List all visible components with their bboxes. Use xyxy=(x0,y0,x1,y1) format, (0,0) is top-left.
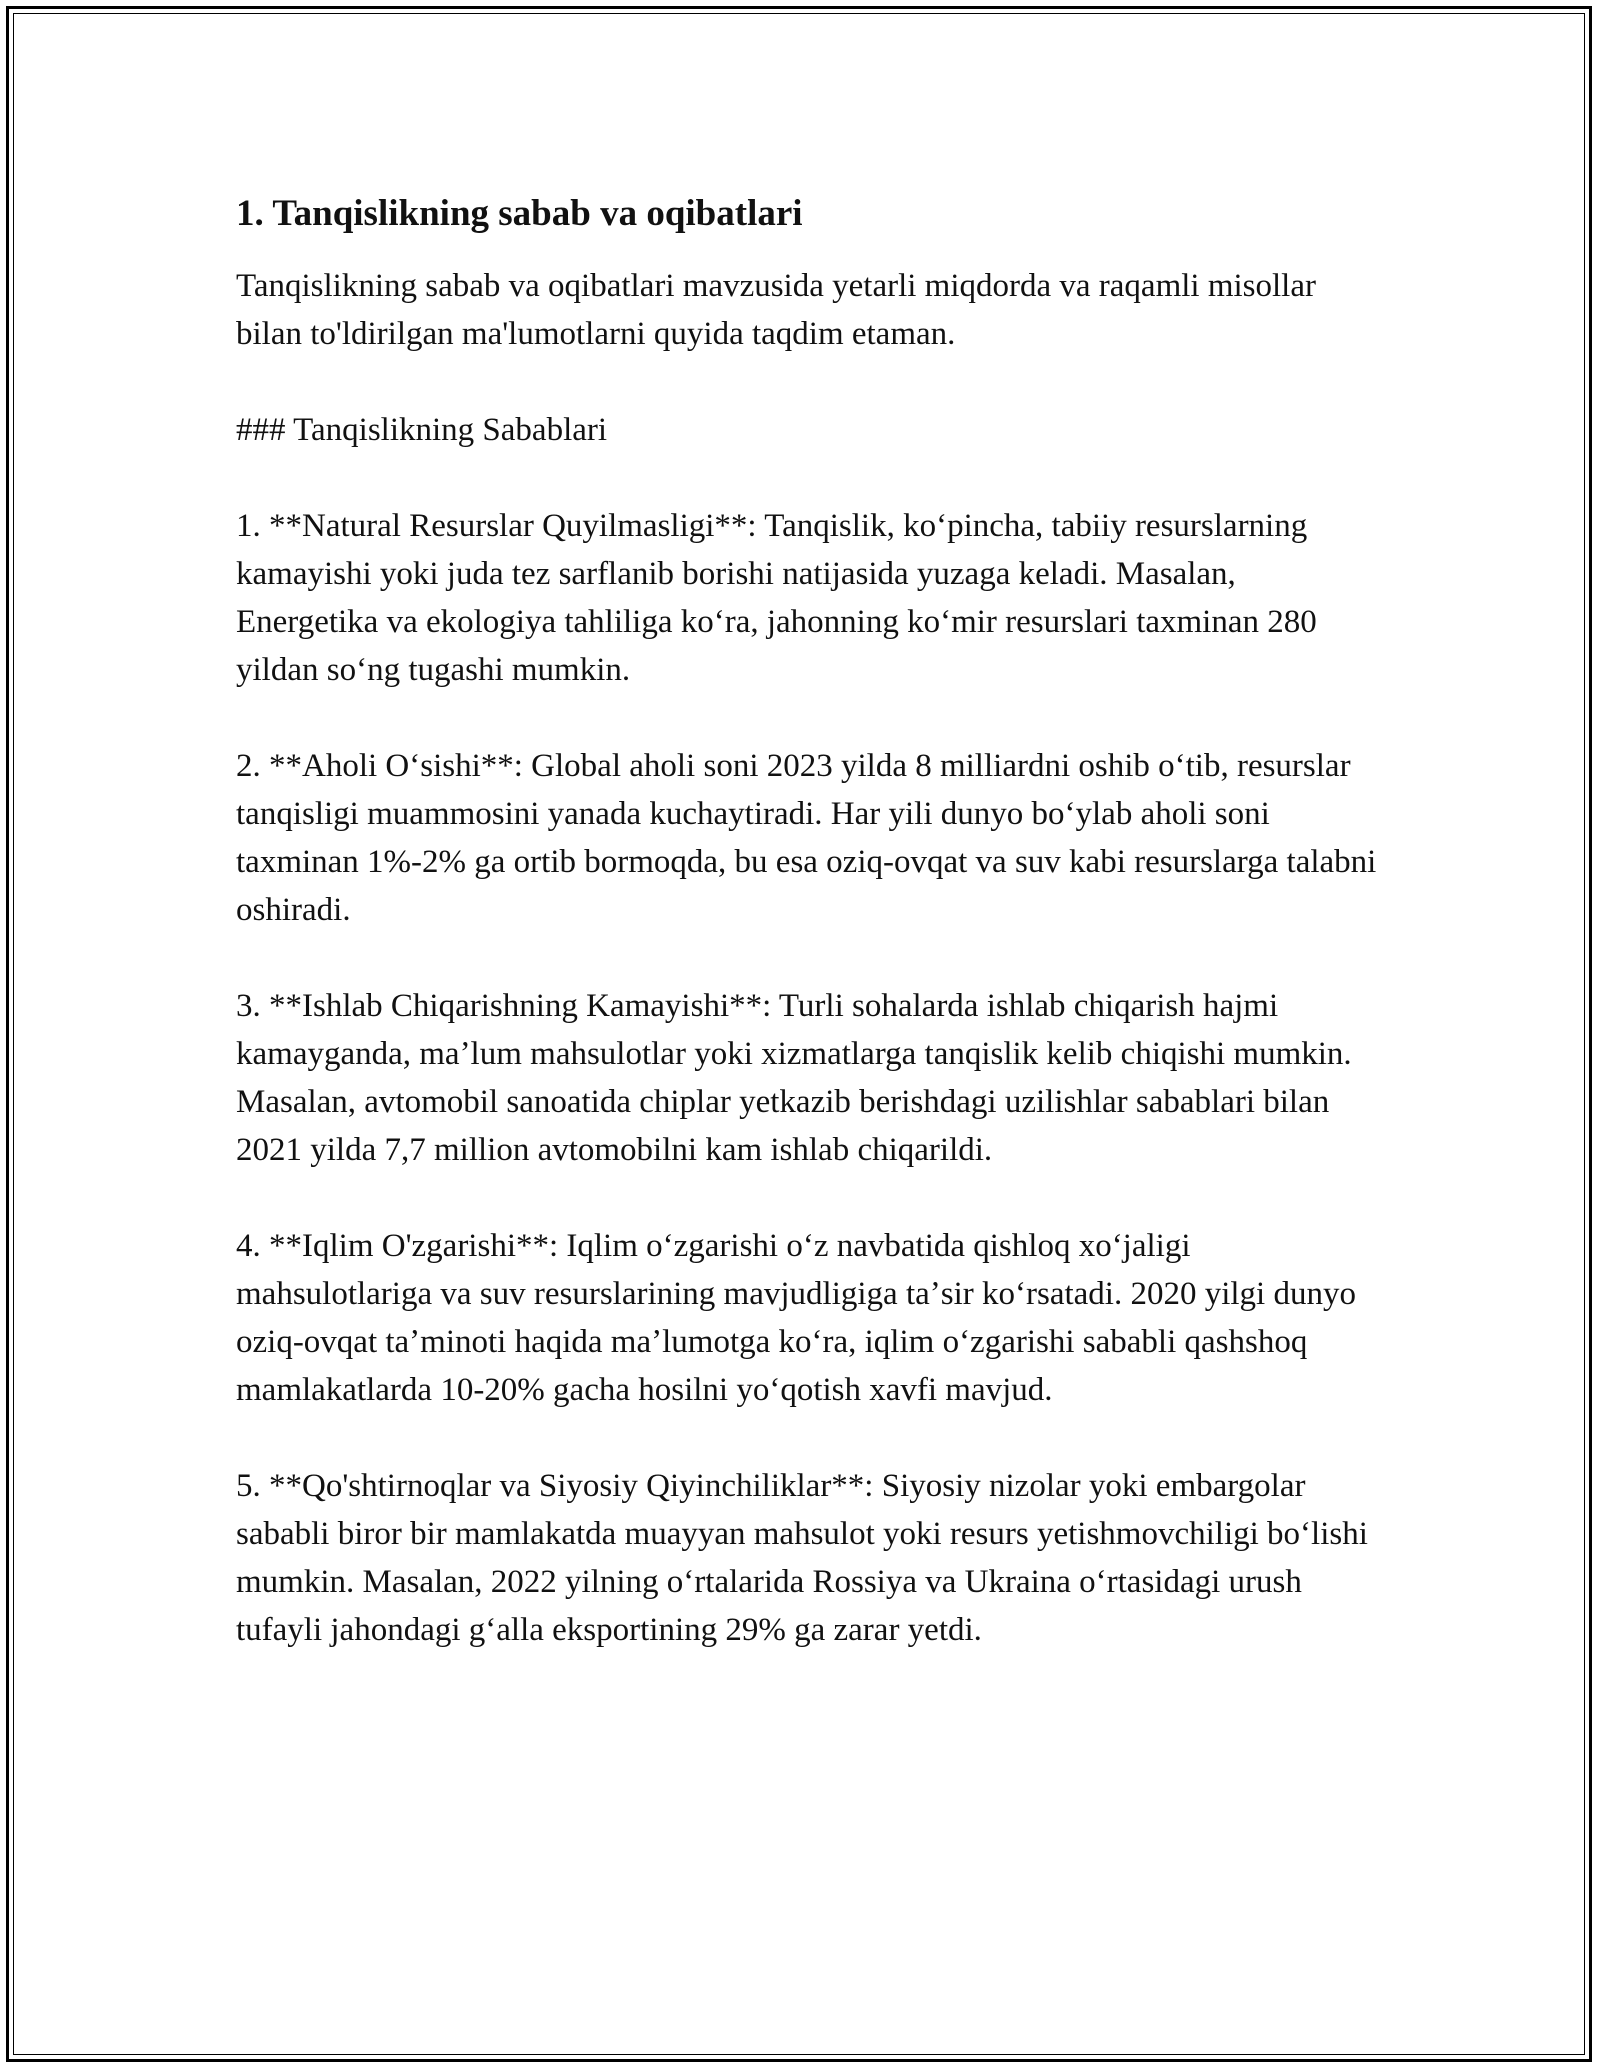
page-title: 1. Tanqislikning sabab va oqibatlari xyxy=(236,193,803,234)
list-item-climate-change: 4. **Iqlim O'zgarishi**: Iqlim oʻzgarishi oʻz navbatida qishloq xoʻjaligi mahsulotlariga va suv resurslarining mavjudligiga taʼsir koʻrsatadi. 2020 yilgi dunyo oziq-ovqat taʼminoti haqida maʼlumotga koʻra, iqlim oʻzgarishi sababli qashshoq mamlakatlarda 10-20% gacha hosilni yoʻqotish xavfi mavjud. xyxy=(236,1228,1356,1408)
document-body xyxy=(236,188,1386,1702)
list-item-production-decline: 3. **Ishlab Chiqarishning Kamayishi**: Turli sohalarda ishlab chiqarish hajmi kamayganda, maʼlum mahsulotlar yoki xizmatlarga tanqislik kelib chiqishi mumkin. Masalan, avtomobil sanoatida chiplar yetkazib berishdagi uzilishlar sabablari bilan 2021 yilda 7,7 million avtomobilni kam ishlab chiqarildi. xyxy=(236,988,1352,1168)
list-item-political-difficulties: 5. **Qo'shtirnoqlar va Siyosiy Qiyinchiliklar**: Siyosiy nizolar yoki embargolar sababli biror bir mamlakatda muayyan mahsulot yoki resurs yetishmovchiligi boʻlishi mumkin. Masalan, 2022 yilning oʻrtalarida Rossiya va Ukraina oʻrtasidagi urush tufayli jahondagi gʻalla eksportining 29% ga zarar yetdi. xyxy=(236,1468,1368,1648)
intro-paragraph: Tanqislikning sabab va oqibatlari mavzusida yetarli miqdorda va raqamli misollar bilan to'ldirilgan ma'lumotlarni quyida taqdim etaman. xyxy=(236,268,1316,352)
list-item-population-growth: 2. **Aholi Oʻsishi**: Global aholi soni 2023 yilda 8 milliardni oshib oʻtib, resurslar tanqisligi muammosini yanada kuchaytiradi. Har yili dunyo boʻylab aholi soni taxminan 1%-2% ga ortib bormoqda, bu esa oziq-ovqat va suv kabi resurslarga talabni oshiradi. xyxy=(236,748,1377,928)
list-item-natural-resources: 1. **Natural Resurslar Quyilmasligi**: Tanqislik, koʻpincha, tabiiy resurslarning kamayishi yoki juda tez sarflanib borishi natijasida yuzaga keladi. Masalan, Energetika va ekologiya tahliliga koʻra, jahonning koʻmir resurslari taxminan 280 yildan soʻng tugashi mumkin. xyxy=(236,508,1317,688)
section-subheading: ### Tanqislikning Sabablari xyxy=(236,412,608,448)
